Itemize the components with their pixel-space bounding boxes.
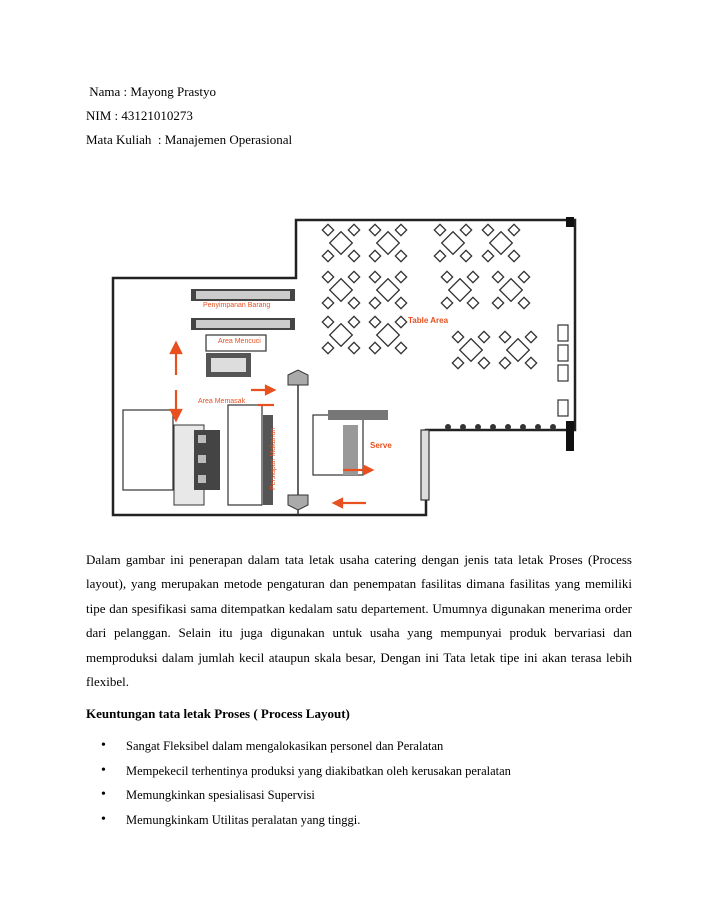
chair	[322, 316, 333, 327]
dining-table	[449, 279, 472, 302]
advantage-text: Sangat Fleksibel dalam mengalokasikan personel dan Peralatan	[126, 739, 444, 753]
chair	[369, 342, 380, 353]
bullet-icon: •	[101, 762, 106, 778]
chair	[525, 357, 536, 368]
chair	[482, 224, 493, 235]
chair	[452, 357, 463, 368]
chair	[395, 224, 406, 235]
dining-table	[377, 279, 400, 302]
chair	[525, 331, 536, 342]
dining-table	[330, 279, 353, 302]
dining-table	[460, 339, 483, 362]
advantage-text: Memungkinkam Utilitas peralatan yang tinggi.	[126, 812, 361, 827]
advantage-text: Mempekecil terhentinya produksi yang diakibatkan oleh kerusakan peralatan	[126, 763, 511, 778]
catering-floor-plan	[88, 215, 582, 530]
chair	[348, 342, 359, 353]
chair	[369, 316, 380, 327]
chair	[467, 271, 478, 282]
chair	[395, 271, 406, 282]
chair	[478, 331, 489, 342]
student-name: Nama : Mayong Prastyo	[86, 84, 216, 99]
bullet-icon: •	[101, 811, 106, 827]
advantages-list	[86, 736, 511, 834]
label-area-mencuci: Area Mencuci	[218, 338, 261, 345]
chair	[322, 271, 333, 282]
chair	[508, 250, 519, 261]
chair	[348, 316, 359, 327]
advantages-heading: Keuntungan tata letak Proses ( Process Layout)	[86, 706, 350, 721]
dining-table	[377, 324, 400, 347]
chair	[482, 250, 493, 261]
chair	[348, 271, 359, 282]
chair	[518, 297, 529, 308]
chair	[478, 357, 489, 368]
chair	[322, 250, 333, 261]
chair	[499, 357, 510, 368]
label-area-memasak: Area Memasak	[198, 398, 246, 405]
label-serve: Serve	[370, 441, 392, 450]
label-table-area: Table Area	[408, 316, 449, 325]
label-persiapan-makanan: Persiapan Makanan	[270, 427, 277, 490]
chair	[369, 297, 380, 308]
chair	[322, 297, 333, 308]
chair	[395, 250, 406, 261]
course-name: Mata Kuliah : Manajemen Operasional	[86, 132, 293, 147]
bullet-icon: •	[101, 787, 106, 802]
student-nim: NIM : 43121010273	[86, 108, 193, 123]
chair	[441, 297, 452, 308]
chair	[452, 331, 463, 342]
chair	[434, 250, 445, 261]
chair	[395, 297, 406, 308]
bullet-icon: •	[101, 738, 106, 753]
dining-table	[500, 279, 523, 302]
chair	[518, 271, 529, 282]
chair	[322, 224, 333, 235]
list-item	[86, 761, 511, 786]
chair	[467, 297, 478, 308]
chair	[499, 331, 510, 342]
dining-table	[490, 232, 513, 255]
chair	[348, 297, 359, 308]
chair	[460, 250, 471, 261]
chair	[434, 224, 445, 235]
body-paragraph: Dalam gambar ini penerapan dalam tata letak usaha catering dengan jenis tata letak Proses (Process layout), yang merupakan metode pengaturan dan penempatan fasilitas dimana fasilitas yang memiliki tipe dan spesifikasi sama ditempatkan kedalam satu departement. Umumnya digunakan menerima order dari pelanggan. Selain itu juga digunakan untuk usaha yang mempunyai produk bervariasi dan memproduksi dalam jumlah kecil ataupun skala besar, Dengan ini Tata letak tipe ini akan terasa lebih flexibel.	[86, 552, 632, 690]
chair	[492, 271, 503, 282]
label-penyimpanan-barang: Penyimpanan Barang	[203, 302, 271, 309]
dining-table	[377, 232, 400, 255]
chair	[508, 224, 519, 235]
chair	[441, 271, 452, 282]
dining-table	[507, 339, 530, 362]
chair	[369, 224, 380, 235]
chair	[395, 342, 406, 353]
list-item	[86, 810, 511, 835]
chair	[348, 224, 359, 235]
chair	[460, 224, 471, 235]
chair	[322, 342, 333, 353]
dining-table	[330, 324, 353, 347]
list-item	[86, 736, 511, 761]
chair	[369, 250, 380, 261]
advantage-text: Memungkinkan spesialisasi Supervisi	[126, 788, 315, 802]
chair	[395, 316, 406, 327]
dining-table	[442, 232, 465, 255]
chair	[492, 297, 503, 308]
list-item	[86, 785, 511, 810]
dining-table	[330, 232, 353, 255]
chair	[348, 250, 359, 261]
chair	[369, 271, 380, 282]
